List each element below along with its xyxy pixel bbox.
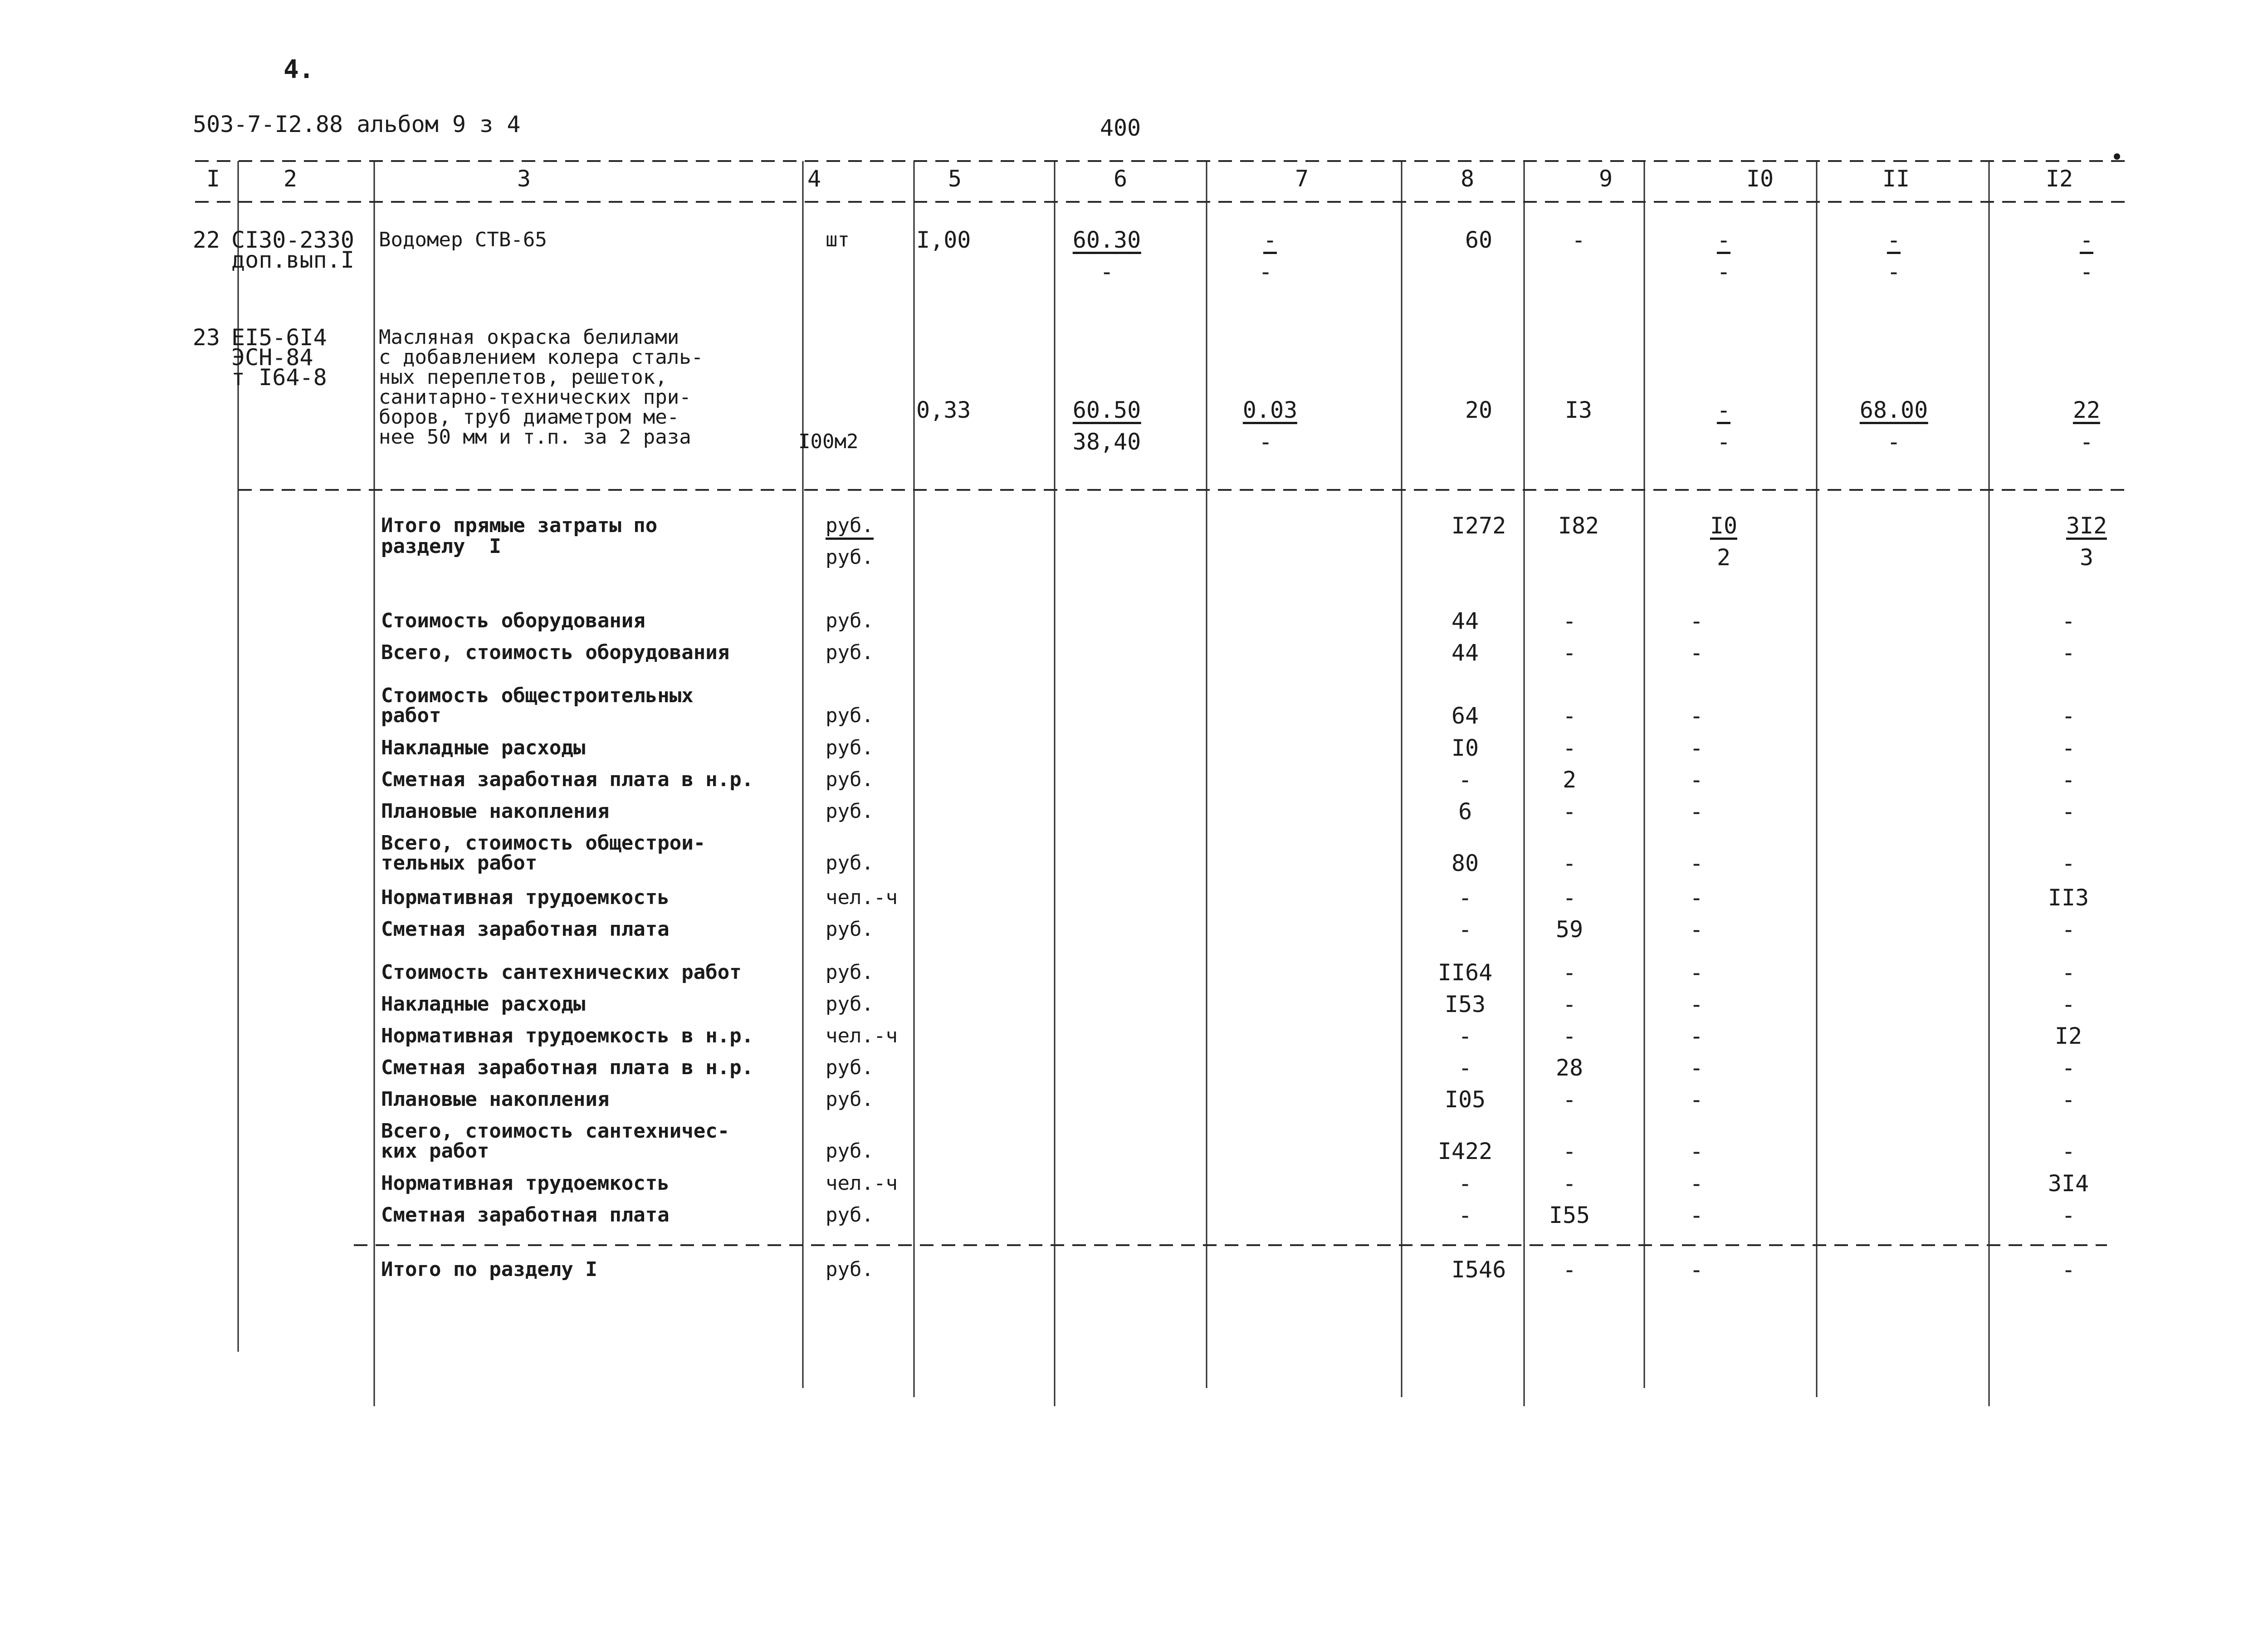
summary-labor: -	[2061, 959, 2076, 986]
summary-wages: -	[1562, 608, 1577, 634]
summary-total: I0	[1451, 735, 1479, 761]
totals-unit: руб.	[826, 546, 874, 569]
summary-wages: -	[1562, 850, 1577, 876]
summary-total: 44	[1451, 640, 1479, 666]
summary-col10: -	[1689, 1086, 1704, 1113]
summary-wages: -	[1562, 885, 1577, 911]
summary-label: ких работ	[381, 1139, 489, 1163]
summary-total: 64	[1451, 703, 1479, 729]
summary-total: -	[1458, 1202, 1472, 1228]
summary-col10: -	[1689, 1170, 1704, 1197]
summary-col10: -	[1689, 608, 1704, 634]
item-description: Водомер СТВ-65	[379, 228, 547, 251]
item-wages: -	[1571, 227, 1586, 253]
item-col10-sub: -	[1716, 429, 1731, 455]
summary-total: -	[1458, 916, 1472, 943]
summary-unit: руб.	[826, 1088, 874, 1111]
summary-wages: -	[1562, 1086, 1577, 1113]
summary-label: Сметная заработная плата в н.р.	[381, 1056, 754, 1079]
column-header: 9	[1598, 166, 1613, 192]
item-machines-wages: -	[1258, 259, 1273, 285]
summary-label: Накладные расходы	[381, 993, 586, 1016]
summary-total: -	[1458, 1055, 1472, 1081]
item-code: EI5-6I4	[231, 324, 327, 351]
summary-total: -	[1458, 1023, 1472, 1049]
item-wages: I3	[1564, 397, 1593, 423]
summary-labor: I2	[2054, 1023, 2082, 1049]
summary-wages: 59	[1555, 916, 1584, 943]
summary-col10: -	[1689, 991, 1704, 1017]
summary-unit: руб.	[826, 1203, 874, 1227]
summary-total: 6	[1458, 798, 1472, 825]
item-machines: -	[1263, 227, 1277, 253]
item-description: ных переплетов, решеток,	[379, 366, 667, 389]
column-header: I0	[1746, 166, 1774, 192]
summary-total: 44	[1451, 608, 1479, 634]
summary-labor: -	[2061, 850, 2076, 876]
totals-total: I272	[1451, 513, 1506, 539]
summary-label: Всего, стоимость оборудования	[381, 641, 730, 664]
item-description: боров, труб диаметром ме-	[379, 406, 679, 429]
column-header: II	[1882, 166, 1910, 192]
item-total: 60	[1465, 227, 1493, 253]
summary-label: Нормативная трудоемкость в н.р.	[381, 1024, 754, 1047]
summary-label: Нормативная трудоемкость	[381, 1172, 670, 1195]
summary-labor: 3I4	[2048, 1170, 2089, 1197]
totals-label: Итого прямые затраты по	[381, 514, 658, 537]
summary-labor: -	[2061, 1086, 2076, 1113]
item-price: 60.30	[1072, 227, 1141, 253]
summary-unit: руб.	[826, 918, 874, 941]
totals-col10: I0	[1710, 513, 1738, 539]
summary-unit: руб.	[826, 1139, 874, 1163]
summary-unit: чел.-ч	[826, 1172, 898, 1195]
summary-total: I53	[1444, 991, 1486, 1017]
summary-label: Плановые накопления	[381, 1088, 610, 1111]
summary-unit: руб.	[826, 768, 874, 791]
item-description: санитарно-технических при-	[379, 386, 691, 409]
item-code: доп.вып.I	[231, 247, 354, 273]
summary-col10: -	[1689, 735, 1704, 761]
summary-col10: -	[1689, 798, 1704, 825]
summary-unit: чел.-ч	[826, 886, 898, 909]
summary-col10: -	[1689, 1023, 1704, 1049]
summary-col10: -	[1689, 959, 1704, 986]
summary-col10: -	[1689, 850, 1704, 876]
summary-wages: 2	[1562, 767, 1577, 793]
item-number: 22	[192, 227, 220, 253]
column-header: I2	[2045, 166, 2073, 192]
item-number: 23	[192, 324, 220, 351]
summary-label: Стоимость общестроительных	[381, 684, 694, 707]
summary-col10: -	[1689, 767, 1704, 793]
column-header: 4	[807, 166, 821, 192]
page-number: 400	[1100, 115, 1141, 141]
item-machines-wages: -	[1258, 429, 1273, 455]
summary-wages: -	[1562, 798, 1577, 825]
summary-labor: -	[2061, 703, 2076, 729]
summary-labor: -	[2061, 991, 2076, 1017]
summary-unit: руб.	[826, 609, 874, 632]
summary-wages: -	[1562, 1023, 1577, 1049]
summary-label: Стоимость оборудования	[381, 609, 645, 632]
final-unit: руб.	[826, 1258, 874, 1281]
summary-unit: руб.	[826, 961, 874, 984]
summary-label: Накладные расходы	[381, 736, 586, 759]
summary-labor: -	[2061, 767, 2076, 793]
final-total-label: Итого по разделу I	[381, 1258, 597, 1281]
item-unit: I00м2	[798, 430, 859, 453]
item-machines: 0.03	[1242, 397, 1298, 423]
item-col11: -	[1887, 227, 1901, 253]
summary-unit: руб.	[826, 1056, 874, 1079]
item-quantity: 0,33	[916, 397, 971, 423]
summary-col10: -	[1689, 1138, 1704, 1164]
item-labor: -	[2079, 227, 2094, 253]
final-col10: -	[1689, 1257, 1704, 1283]
item-labor-sub: -	[2079, 429, 2094, 455]
summary-wages: -	[1562, 735, 1577, 761]
final-wages: -	[1562, 1257, 1577, 1283]
summary-col10: -	[1689, 703, 1704, 729]
summary-total: II64	[1437, 959, 1493, 986]
summary-unit: руб.	[826, 641, 874, 664]
item-description: с добавлением колера сталь-	[379, 346, 704, 369]
document-reference: 503-7-I2.88 альбом 9 з 4	[193, 111, 521, 137]
summary-unit: руб.	[826, 800, 874, 823]
summary-total: 80	[1451, 850, 1479, 876]
final-total: I546	[1451, 1257, 1506, 1283]
summary-wages: -	[1562, 703, 1577, 729]
summary-labor: -	[2061, 608, 2076, 634]
summary-labor: -	[2061, 916, 2076, 943]
summary-unit: чел.-ч	[826, 1024, 898, 1047]
summary-wages: -	[1562, 959, 1577, 986]
summary-total: I05	[1444, 1086, 1486, 1113]
summary-col10: -	[1689, 640, 1704, 666]
summary-unit: руб.	[826, 704, 874, 727]
summary-wages: -	[1562, 640, 1577, 666]
summary-total: -	[1458, 1170, 1472, 1197]
totals-label: разделу I	[381, 535, 501, 558]
final-labor: -	[2061, 1257, 2076, 1283]
item-price-wages: 38,40	[1072, 429, 1141, 455]
summary-label: Плановые накопления	[381, 800, 610, 823]
summary-unit: руб.	[826, 736, 874, 759]
summary-col10: -	[1689, 916, 1704, 943]
item-col10-sub: -	[1716, 259, 1731, 285]
corner-number: 4.	[284, 55, 314, 84]
summary-unit: руб.	[826, 993, 874, 1016]
summary-wages: 28	[1555, 1055, 1584, 1081]
summary-total: -	[1458, 885, 1472, 911]
summary-labor: -	[2061, 798, 2076, 825]
summary-col10: -	[1689, 1202, 1704, 1228]
summary-col10: -	[1689, 885, 1704, 911]
totals-labor: 3I2	[2066, 513, 2107, 539]
column-header: I	[206, 166, 220, 192]
summary-total: I422	[1437, 1138, 1493, 1164]
summary-col10: -	[1689, 1055, 1704, 1081]
summary-wages: -	[1562, 1138, 1577, 1164]
summary-labor: -	[2061, 1138, 2076, 1164]
summary-labor: -	[2061, 1055, 2076, 1081]
item-col11-sub: -	[1887, 429, 1901, 455]
item-code: ЭСН-84	[231, 344, 313, 371]
item-col11: 68.00	[1859, 397, 1928, 423]
summary-label: Стоимость сантехнических работ	[381, 961, 742, 984]
totals-labor-sub: 3	[2079, 544, 2094, 571]
column-header: 6	[1113, 166, 1128, 192]
item-labor-sub: -	[2079, 259, 2094, 285]
totals-col10-sub: 2	[1716, 544, 1731, 571]
summary-wages: -	[1562, 991, 1577, 1017]
summary-labor: -	[2061, 735, 2076, 761]
summary-label: Всего, стоимость общестрои-	[381, 831, 706, 855]
item-total: 20	[1465, 397, 1493, 423]
column-header: 8	[1460, 166, 1475, 192]
item-col10: -	[1716, 397, 1731, 423]
item-quantity: I,00	[916, 227, 971, 253]
summary-label: Сметная заработная плата	[381, 918, 670, 941]
summary-labor: -	[2061, 640, 2076, 666]
item-price: 60.50	[1072, 397, 1141, 423]
summary-label: Сметная заработная плата	[381, 1203, 670, 1227]
summary-wages: I55	[1549, 1202, 1590, 1228]
item-col11-sub: -	[1887, 259, 1901, 285]
summary-labor: -	[2061, 1202, 2076, 1228]
item-code: CI30-2330	[231, 227, 354, 253]
item-description: нее 50 мм и т.п. за 2 раза	[379, 425, 691, 449]
summary-labor: II3	[2048, 885, 2089, 911]
item-labor: 22	[2072, 397, 2101, 423]
item-unit: шт	[826, 228, 850, 251]
summary-wages: -	[1562, 1170, 1577, 1197]
column-header: 7	[1295, 166, 1309, 192]
item-code: т I64-8	[231, 364, 327, 391]
column-header: 5	[948, 166, 962, 192]
summary-label: тельных работ	[381, 851, 538, 875]
summary-label: Нормативная трудоемкость	[381, 886, 670, 909]
summary-label: работ	[381, 704, 441, 727]
column-header: 3	[517, 166, 531, 192]
summary-total: -	[1458, 767, 1472, 793]
totals-unit: руб.	[826, 515, 874, 540]
summary-label: Всего, стоимость сантехничес-	[381, 1120, 730, 1143]
item-col10: -	[1716, 227, 1731, 253]
corner-mark	[2114, 153, 2120, 160]
column-header: 2	[283, 166, 298, 192]
item-description: Масляная окраска белилами	[379, 326, 679, 349]
summary-label: Сметная заработная плата в н.р.	[381, 768, 754, 791]
item-price-wages: -	[1100, 259, 1114, 285]
totals-wages: I82	[1558, 513, 1599, 539]
summary-unit: руб.	[826, 851, 874, 875]
